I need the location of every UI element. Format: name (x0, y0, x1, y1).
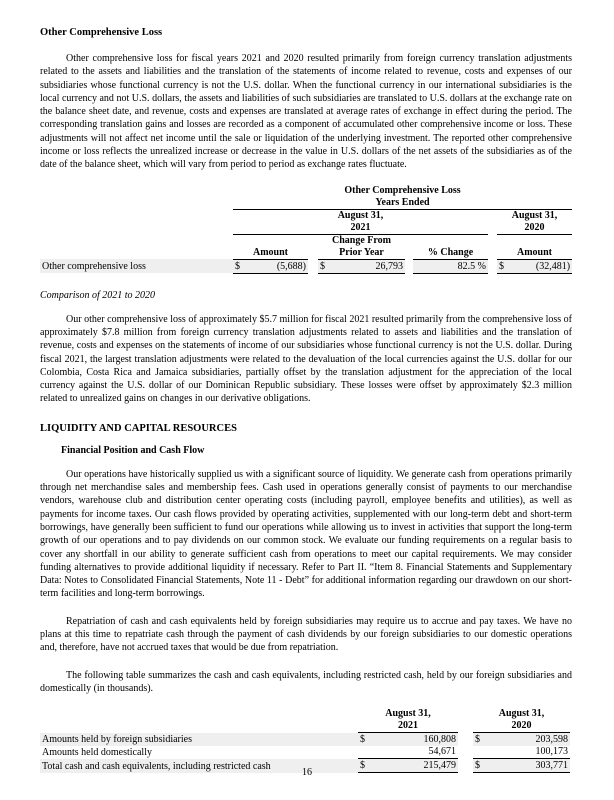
table-row-foreign (40, 733, 570, 746)
paragraph-ocl-overview: Other comprehensive loss for fiscal years 2021 and 2020 resulted primarily from foreign currency translation adjustments related to the assets and liabilities and the translation of the statements of income related to revenue, costs and expenses of our subsidiaries whose functional currency is not the U.S. dollar. When the functional currency in our international subsidiaries is the local currency and not U.S. dollars, the assets and liabilities of such subsidiaries are translated to U.S. dollars at the exchange rate on the balance sheet date, and revenue, costs and expenses are translated at average rates of exchange in effect during the period. The corresponding translation gains and losses are recorded as a component of accumulated other comprehensive income or loss. These adjustments will not affect net income until the sale or liquidation of the underlying investment. The reported other comprehensive income or loss reflects the unrealized increase or decrease in the value in U.S. dollars of the net assets of the subsidiaries as of the date of the balance sheet, which will vary from period to period as exchange rates fluctuate. (40, 53, 572, 171)
amount-2021-value: (5,688) (247, 259, 308, 273)
period-2021-header: August 31, 2021 (233, 209, 488, 234)
currency-symbol (358, 746, 374, 759)
row-label: Amounts held by foreign subsidiaries (40, 733, 358, 746)
row-label: Total cash and cash equivalents, including restricted cash (40, 759, 358, 773)
amount-2021-header: Amount (233, 234, 308, 259)
currency-symbol: $ (358, 759, 374, 773)
value-2020: 100,173 (489, 746, 570, 759)
value-2020: 203,598 (489, 733, 570, 746)
row-label: Amounts held domestically (42, 746, 152, 758)
period-2020-header: August 31, 2020 (497, 209, 572, 234)
page-number: 16 (302, 767, 312, 778)
currency-symbol (473, 746, 489, 759)
paragraph-cash-table-intro: The following table summarizes the cash and cash equivalents, including restricted cash, held by our foreign subsidiaries and domestically (in thousands). (40, 669, 572, 694)
table-title-row (40, 185, 572, 197)
comparison-heading: Comparison of 2021 to 2020 (40, 289, 156, 301)
amount-2020-header: Amount (497, 234, 572, 259)
paragraph-liquidity-sources: Our operations have historically supplied us with a significant source of liquidity. We generate cash from operations primarily through net merchandise sales and membership fees. Cash used in operations generally consist of payments to our merchandise vendors, warehouse club and distribution center operating costs (including payroll, employee benefits and utilities), as well as payments for income taxes. Our cash flows provided by operating activities, supplemented with our long-term debt and short-term borrowings, have generally been sufficient to fund our operations while allowing us to invest in activities that support the long-term growth of our operations and to pay dividends on our common stock. We evaluate our funding requirements on a regular basis to cover any shortfall in our ability to generate sufficient cash from operations to meet our capital requirements. We may consider funding alternatives to provide additional liquidity if necessary. Refer to Part II. “Item 8. Financial Statements and Supplementary Data: Notes to Consolidated Financial Statements, Note 11 - Debt” for additional information regarding our drawdown on our short-term facilities and long-term borrowings. (40, 468, 572, 600)
value-2021: 160,808 (374, 733, 458, 746)
table-row-domestic (40, 746, 570, 759)
section-heading-liquidity: LIQUIDITY AND CAPITAL RESOURCES (40, 422, 237, 434)
paragraph-repatriation: Repatriation of cash and cash equivalents held by foreign subsidiaries may require us to accrue and pay taxes. We have no plans at this time to repatriate cash through the payment of cash dividends by our foreign subsidiaries to our domestic operations and, therefore, have not accrued taxes that would be due from repatriation. (40, 615, 572, 654)
other-comprehensive-loss-table (40, 185, 572, 274)
amount-2020-value: (32,481) (511, 259, 572, 273)
table-title: Other Comprehensive Loss (344, 184, 461, 196)
pct-change-value: 82.5 % (413, 259, 488, 273)
change-from-prior-year-value: 26,793 (332, 259, 405, 273)
period-2020-header: August 31, 2020 (473, 708, 570, 733)
currency-symbol: $ (358, 733, 374, 746)
table-subtitle: Years Ended (233, 197, 572, 210)
currency-symbol: $ (233, 259, 247, 273)
subheading-financial-position: Financial Position and Cash Flow (61, 444, 205, 456)
section-heading-other-comprehensive-loss: Other Comprehensive Loss (40, 27, 163, 38)
period-header-row (40, 209, 572, 234)
value-2020: 303,771 (489, 759, 570, 773)
table-subtitle-row (40, 197, 572, 210)
table-row (40, 259, 572, 273)
currency-symbol: $ (318, 259, 332, 273)
currency-symbol: $ (473, 733, 489, 746)
value-2021: 54,671 (374, 746, 458, 759)
currency-symbol: $ (497, 259, 511, 273)
pct-change-header: % Change (413, 234, 488, 259)
period-header-row (40, 708, 570, 733)
paragraph-comparison: Our other comprehensive loss of approximately $5.7 million for fiscal 2021 resulted primarily from the comprehensive loss of approximately $7.8 million from foreign currency translation adjustments related to assets and liabilities and the translation of revenue, costs and expenses on the statements of income of our subsidiaries whose functional currency is not the U.S. dollar. During fiscal 2021, the largest translation adjustments were related to the devaluation of the local currencies against the U.S. dollar for our Colombia, Costa Rica and Jamaica subsidiaries, partially offset by the translation adjustment for the appreciation of the local currency against the U.S. dollar of our Dominican Republic subsidiary. These losses were offset by approximately $2.3 million related to unrealized gains on changes in our derivative obligations. (40, 313, 572, 405)
row-label: Other comprehensive loss (40, 259, 233, 273)
period-2021-header: August 31, 2021 (358, 708, 458, 733)
cash-equivalents-table (40, 708, 570, 773)
value-2021: 215,479 (374, 759, 458, 773)
currency-symbol: $ (473, 759, 489, 773)
change-from-prior-year-header: Change From Prior Year (318, 234, 405, 259)
column-header-row (40, 234, 572, 259)
